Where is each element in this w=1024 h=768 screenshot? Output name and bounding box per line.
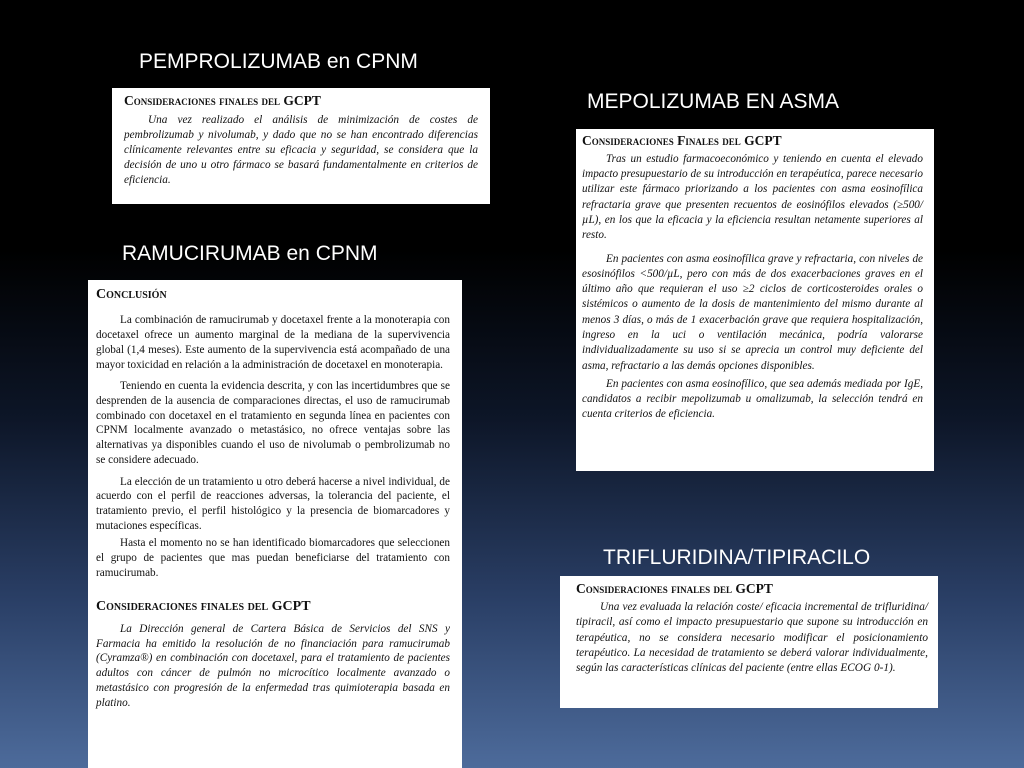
panel-title: Consideraciones finales del GCPT [124, 93, 321, 108]
panel-title: Consideraciones finales del GCPT [576, 581, 773, 596]
heading-trifluridina: TRIFLURIDINA/TIPIRACILO [603, 546, 871, 569]
paragraph: La Dirección general de Cartera Básica de Servicios del SNS y Farmacia ha emitido la resolución de no financiación para ramucirumab (Cyramza®) en combinación con docetaxel, para el tratamiento de pacientes adultos con cáncer de pulmón no microcítico localmente avanzado o metastásico con progresión de la enfermedad tras quimioterapia basada en platino. [96, 623, 450, 709]
pembrolizumab-panel [112, 88, 490, 204]
heading-ramucirumab: RAMUCIRUMAB en CPNM [122, 242, 378, 265]
trifluridina-panel [560, 576, 938, 708]
panel-text [124, 113, 478, 188]
paragraph: La combinación de ramucirumab y docetaxel frente a la monoterapia con docetaxel ofrece un aumento marginal de la mediana de la supervivencia global (1,4 meses). Este aumento de la supervivencia está acompañado de una mayor toxicidad en relación a la administración de docetaxel en monoterapia. [96, 314, 450, 371]
paragraph: Hasta el momento no se han identificado biomarcadores que seleccionen el grupo de pacientes que mas puedan beneficiarse del tratamiento con ramucirumab. [96, 537, 450, 579]
heading-mepolizumab: MEPOLIZUMAB EN ASMA [587, 90, 840, 113]
conclusion-title: Conclusión [96, 287, 167, 302]
paragraph: Tras un estudio farmacoeconómico y teniendo en cuenta el elevado impacto presupuestario de su introducción en terapéutica, parece necesario utilizar este fármaco priorizando a los pacientes con asma eosinofílica refractaria grave que presenten recuentos de eosinófilos elevados (≥500/µL), en los que la eficacia y la eficiencia resultan netamente superiores al resto. [582, 152, 923, 242]
paragraph: En pacientes con asma eosinofílico, que sea además mediada por IgE, candidatos a recibir mepolizumab u omalizumab, la selección tendrá en cuenta criterios de eficiencia. [582, 377, 923, 421]
paragraph: Una vez realizado el análisis de minimización de costes de pembrolizumab y nivolumab, y dado que no se han encontrado diferencias clínicamente relevantes entre su eficacia y seguridad, se considera que la decisión de uno u otro fármaco se basará fundamentalmente en criterios de eficiencia. [124, 113, 478, 186]
heading-pembrolizumab: PEMPROLIZUMAB en CPNM [139, 50, 418, 73]
paragraph: En pacientes con asma eosinofílica grave y refractaria, con niveles de esosinófilos <500/µL, pero con más de dos exacerbaciones graves en el último año que requieran el uso ≥2 ciclos de corticosteroides orales o sistémicos o aumento de la dosis de mantenimiento del mismo durante al menos 3 días, o más de 1 exacerbación grave que requiera hospitalización, ingreso en la uci o ventilación mecánica, podría valorarse individualizadamente su uso si se aprecia un control muy deficiente del asma, refractario a las demás opciones disponibles. [582, 252, 923, 372]
final-considerations-text [96, 622, 450, 710]
mepolizumab-panel [576, 129, 934, 471]
paragraph: Una vez evaluada la relación coste/ eficacia incremental de trifluridina/ tipiracil, así como el impacto presupuestario que supone su introducción en terapéutica, no se considera necesario modificar el posicionamiento terapéutico. La necesidad de tratamiento se deberá valorar individualmente, según las características clínicas del paciente (entre ellas ECOG 0-1). [576, 600, 928, 675]
panel-title: Consideraciones Finales del GCPT [582, 133, 782, 148]
final-considerations-title: Consideraciones finales del GCPT [96, 598, 311, 614]
panel-text [576, 600, 928, 677]
panel-text [582, 152, 923, 423]
paragraph: La elección de un tratamiento u otro deberá hacerse a nivel individual, de acuerdo con el perfil de reacciones adversas, la tolerancia del paciente, el tratamiento previo, el perfil histológico y la presencia de biomarcadores y mutaciones específicas. [96, 475, 450, 532]
ramucirumab-panel [88, 280, 462, 768]
paragraph: Teniendo en cuenta la evidencia descrita, y con las incertidumbres que se desprenden de la ausencia de comparaciones directas, el uso de ramucirumab combinado con docetaxel en el tratamiento en segunda línea en pacientes con CPNM localmente avanzado o metastásico, no ofrece ventajas sobre las alternativas ya disponibles cuando el uso de nivolumab o pembrolizumab no se considere adecuado. [96, 380, 450, 466]
conclusion-text [96, 313, 450, 580]
